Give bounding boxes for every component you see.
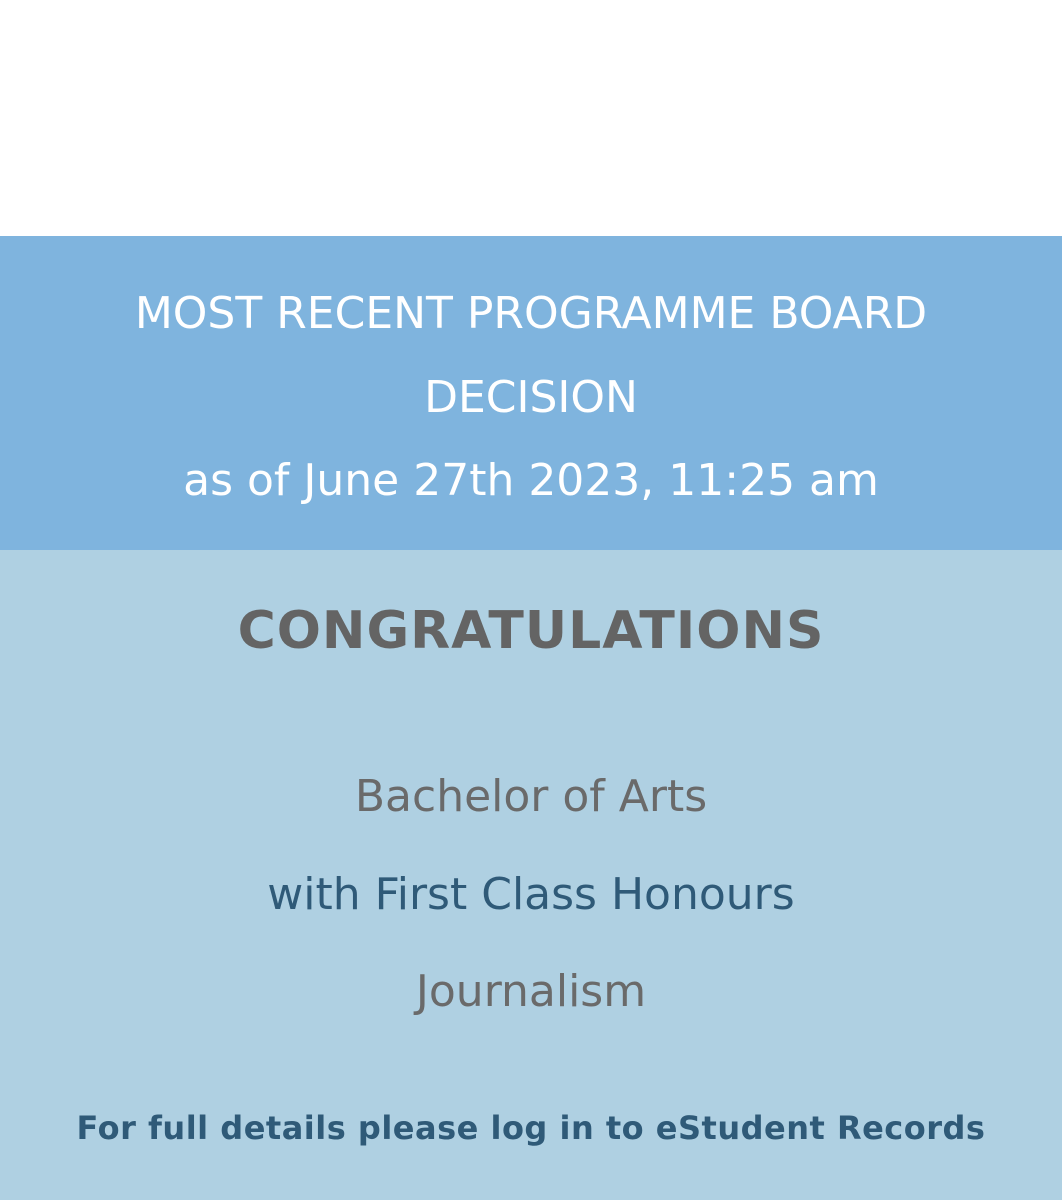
decision-date: as of June 27th 2023, 11:25 am [183, 455, 879, 506]
estudent-records-note: For full details please log in to eStudent Records [76, 1109, 986, 1147]
degree-classification: with First Class Honours [267, 869, 795, 920]
degree-subject: Journalism [415, 966, 647, 1017]
congratulations-heading: CONGRATULATIONS [237, 601, 825, 661]
student-info-section [0, 0, 1062, 236]
degree-name: Bachelor of Arts [354, 771, 708, 822]
decision-title: MOST RECENT PROGRAMME BOARD DECISION [134, 288, 928, 423]
